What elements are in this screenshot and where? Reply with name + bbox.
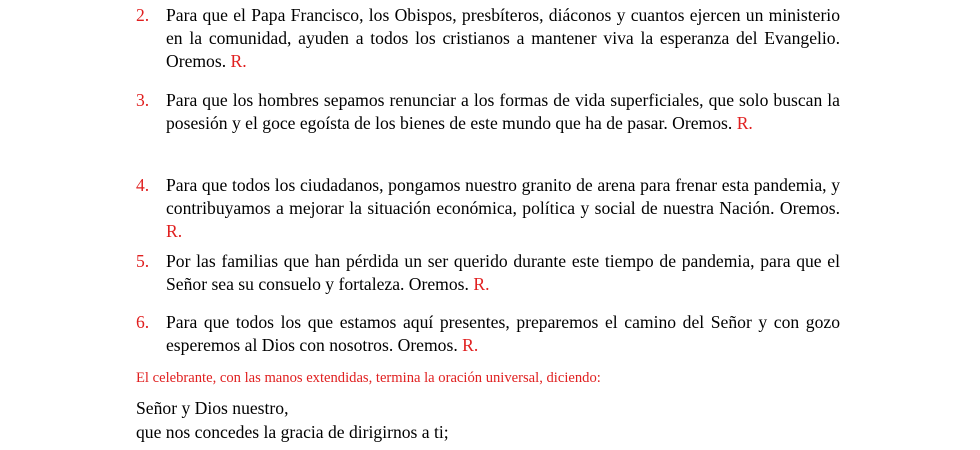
petition-text: Para que todos los ciudadanos, pongamos nuestro granito de arena para frenar esta pandemia, y contribuyamos a mejorar la situación económica, política y social de nuestra Nación. Oremos. bbox=[166, 175, 840, 218]
response-marker: R. bbox=[230, 51, 247, 71]
petition-4 bbox=[136, 174, 840, 243]
response-marker: R. bbox=[736, 113, 753, 133]
petition-3 bbox=[136, 89, 840, 135]
petition-2 bbox=[136, 4, 840, 73]
petition-number: 5. bbox=[136, 251, 150, 271]
petition-number: 3. bbox=[136, 90, 150, 110]
petition-body bbox=[166, 174, 840, 243]
petition-text: Para que los hombres sepamos renunciar a los formas de vida superficiales, que solo buscan la posesión y el goce egoísta de los bienes de este mundo que ha de pasar. Oremos. bbox=[166, 90, 840, 133]
petition-body bbox=[166, 89, 840, 135]
petition-body bbox=[166, 4, 840, 73]
petition-text: Para que todos los que estamos aquí presentes, preparemos el camino del Señor y con gozo esperemos al Dios con nosotros. Oremos. bbox=[166, 312, 840, 355]
petition-text: Para que el Papa Francisco, los Obispos, presbíteros, diáconos y cuantos ejercen un ministerio en la comunidad, ayuden a todos los cristianos a mantener viva la esperanza del Evangelio. Oremos. bbox=[166, 5, 840, 71]
response-marker: R. bbox=[166, 221, 183, 241]
rubric-instruction: El celebrante, con las manos extendidas, termina la oración universal, diciendo: bbox=[136, 370, 601, 386]
petition-number: 6. bbox=[136, 312, 150, 332]
petition-text: Por las familias que han pérdida un ser querido durante este tiempo de pandemia, para que el Señor sea su consuelo y fortaleza. Oremos. bbox=[166, 251, 840, 294]
petition-number: 2. bbox=[136, 5, 150, 25]
petition-6 bbox=[136, 311, 840, 357]
response-marker: R. bbox=[473, 274, 490, 294]
petition-number: 4. bbox=[136, 175, 150, 195]
prayer-line-1: Señor y Dios nuestro, bbox=[136, 398, 289, 418]
response-marker: R. bbox=[462, 335, 479, 355]
prayer-line-2: que nos concedes la gracia de dirigirnos a ti; bbox=[136, 422, 449, 442]
petition-5 bbox=[136, 250, 840, 296]
petition-body bbox=[166, 250, 840, 296]
petition-body bbox=[166, 311, 840, 357]
